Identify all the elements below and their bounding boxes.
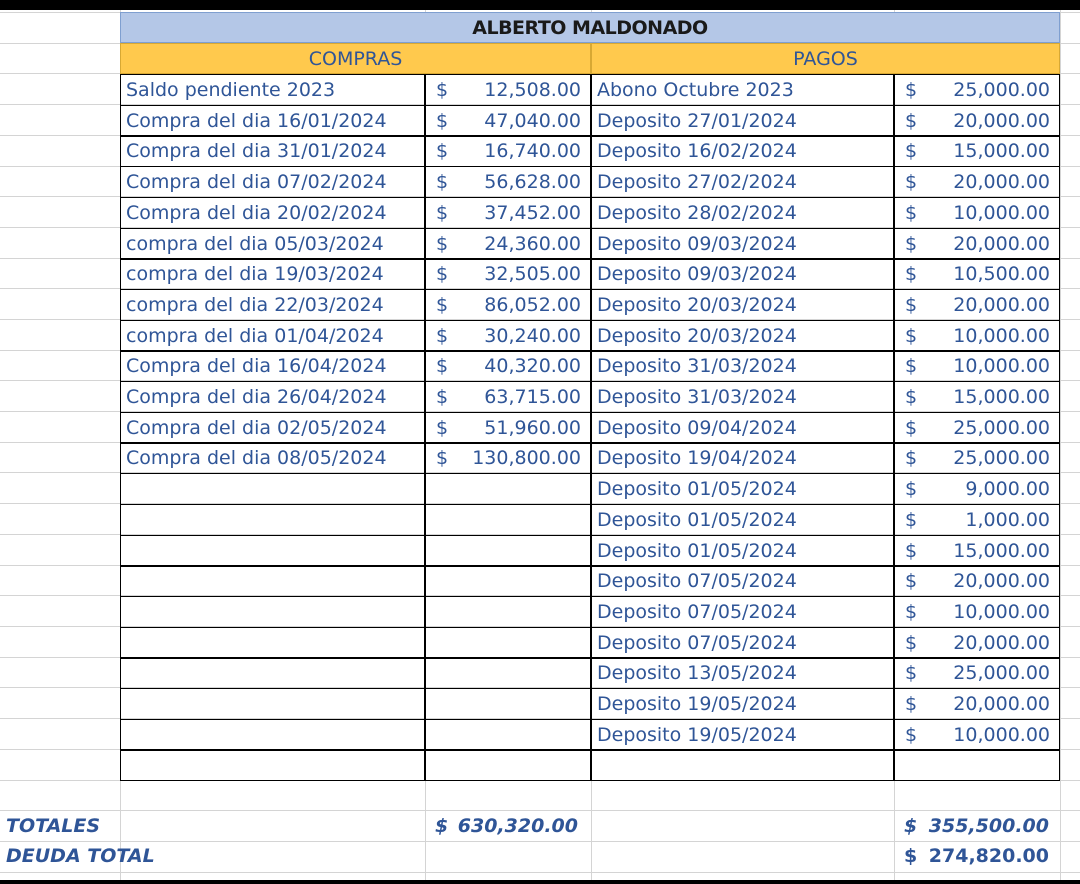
pagos-item-label[interactable]: Deposito 01/05/2024 [591, 535, 894, 567]
currency-symbol: $ [905, 632, 918, 654]
compras-item-label[interactable] [120, 565, 425, 597]
deuda-total-currency: $ [904, 845, 918, 867]
pagos-item-label[interactable]: Deposito 07/05/2024 [591, 627, 894, 659]
amount-value: 9,000.00 [965, 478, 1050, 500]
compras-item-amount[interactable] [425, 627, 591, 659]
pagos-item-label[interactable]: Deposito 19/04/2024 [591, 442, 894, 474]
compras-item-amount[interactable] [425, 105, 591, 137]
pagos-item-amount[interactable] [894, 166, 1060, 198]
compras-item-amount[interactable] [425, 596, 591, 628]
compras-item-amount[interactable] [425, 412, 591, 444]
pagos-item-label[interactable]: Deposito 19/05/2024 [591, 719, 894, 751]
compras-total: 630,320.00 [457, 815, 578, 837]
grid-row-line [0, 841, 1080, 842]
compras-item-label[interactable] [120, 719, 425, 751]
compras-item-amount[interactable] [425, 688, 591, 720]
compras-item-label[interactable] [120, 688, 425, 720]
currency-symbol: $ [436, 202, 449, 224]
amount-value: 10,000.00 [953, 202, 1050, 224]
currency-symbol: $ [905, 140, 918, 162]
pagos-item-amount[interactable] [894, 381, 1060, 413]
compras-item-label[interactable] [120, 473, 425, 505]
currency-symbol: $ [905, 478, 918, 500]
amount-value: 10,000.00 [953, 325, 1050, 347]
compras-item-label[interactable]: Compra del dia 16/01/2024 [120, 105, 425, 137]
compras-item-amount[interactable] [425, 504, 591, 536]
amount-value: 12,508.00 [484, 79, 581, 101]
amount-value: 56,628.00 [484, 171, 581, 193]
pagos-item-amount[interactable] [894, 412, 1060, 444]
amount-value: 51,960.00 [484, 417, 581, 439]
compras-item-label[interactable] [120, 504, 425, 536]
amount-value: 15,000.00 [953, 540, 1050, 562]
pagos-item-amount[interactable] [894, 719, 1060, 751]
pagos-item-label[interactable]: Deposito 20/03/2024 [591, 320, 894, 352]
pagos-item-amount[interactable] [894, 596, 1060, 628]
pagos-item-amount[interactable] [894, 105, 1060, 137]
pagos-item-label[interactable]: Deposito 19/05/2024 [591, 688, 894, 720]
compras-item-label[interactable] [120, 749, 425, 781]
pagos-item-label[interactable]: Deposito 09/04/2024 [591, 412, 894, 444]
pagos-item-label[interactable]: Deposito 01/05/2024 [591, 504, 894, 536]
compras-item-amount[interactable] [425, 381, 591, 413]
amount-value: 86,052.00 [484, 294, 581, 316]
currency-symbol: $ [905, 693, 918, 715]
pagos-item-label[interactable]: Deposito 27/02/2024 [591, 166, 894, 198]
deuda-total: 274,820.00 [928, 845, 1049, 867]
compras-item-label[interactable] [120, 627, 425, 659]
pagos-item-label[interactable]: Deposito 20/03/2024 [591, 289, 894, 321]
amount-value: 16,740.00 [484, 140, 581, 162]
amount-value: 10,000.00 [953, 601, 1050, 623]
pagos-item-amount[interactable] [894, 197, 1060, 229]
currency-symbol: $ [436, 355, 449, 377]
amount-value: 37,452.00 [484, 202, 581, 224]
pagos-item-label[interactable]: Deposito 28/02/2024 [591, 197, 894, 229]
currency-symbol: $ [905, 570, 918, 592]
compras-item-amount[interactable] [425, 135, 591, 167]
pagos-item-amount[interactable] [894, 289, 1060, 321]
pagos-item-amount[interactable] [894, 442, 1060, 474]
pagos-item-amount[interactable] [894, 565, 1060, 597]
currency-symbol: $ [905, 417, 918, 439]
currency-symbol: $ [905, 171, 918, 193]
amount-value: 20,000.00 [953, 570, 1050, 592]
currency-symbol: $ [905, 662, 918, 684]
pagos-item-amount[interactable] [894, 74, 1060, 106]
currency-symbol: $ [905, 724, 918, 746]
pagos-item-amount[interactable] [894, 657, 1060, 689]
amount-value: 1,000.00 [965, 509, 1050, 531]
currency-symbol: $ [436, 171, 449, 193]
currency-symbol: $ [436, 263, 449, 285]
currency-symbol: $ [905, 79, 918, 101]
currency-symbol: $ [436, 447, 449, 469]
totales-label: TOTALES [6, 815, 101, 837]
amount-value: 10,000.00 [953, 724, 1050, 746]
amount-value: 47,040.00 [484, 110, 581, 132]
compras-item-label[interactable]: Compra del dia 08/05/2024 [120, 442, 425, 474]
compras-total-currency: $ [435, 815, 449, 837]
pagos-item-label[interactable]: Deposito 31/03/2024 [591, 350, 894, 382]
currency-symbol: $ [436, 79, 449, 101]
pagos-item-label[interactable]: Deposito 31/03/2024 [591, 381, 894, 413]
pagos-item-amount[interactable] [894, 535, 1060, 567]
compras-item-amount[interactable] [425, 228, 591, 260]
amount-value: 25,000.00 [953, 417, 1050, 439]
compras-item-label[interactable]: compra del dia 22/03/2024 [120, 289, 425, 321]
compras-item-amount[interactable] [425, 320, 591, 352]
pagos-item-amount[interactable] [894, 320, 1060, 352]
amount-value: 25,000.00 [953, 662, 1050, 684]
amount-value: 40,320.00 [484, 355, 581, 377]
pagos-header: PAGOS [591, 43, 1060, 74]
pagos-item-label[interactable]: Deposito 01/05/2024 [591, 473, 894, 505]
amount-value: 130,800.00 [472, 447, 581, 469]
pagos-item-label[interactable]: Abono Octubre 2023 [591, 74, 894, 106]
compras-item-amount[interactable] [425, 719, 591, 751]
compras-item-label[interactable]: Compra del dia 16/04/2024 [120, 350, 425, 382]
pagos-item-amount[interactable] [894, 228, 1060, 260]
pagos-item-amount[interactable] [894, 504, 1060, 536]
pagos-item-label[interactable]: Deposito 09/03/2024 [591, 258, 894, 290]
compras-item-amount[interactable] [425, 565, 591, 597]
compras-item-amount[interactable] [425, 289, 591, 321]
pagos-item-label[interactable]: Deposito 09/03/2024 [591, 228, 894, 260]
compras-item-amount[interactable] [425, 74, 591, 106]
compras-item-amount[interactable] [425, 166, 591, 198]
amount-value: 20,000.00 [953, 233, 1050, 255]
amount-value: 20,000.00 [953, 693, 1050, 715]
currency-symbol: $ [436, 325, 449, 347]
currency-symbol: $ [905, 355, 918, 377]
currency-symbol: $ [436, 233, 449, 255]
currency-symbol: $ [905, 202, 918, 224]
pagos-item-amount[interactable] [894, 258, 1060, 290]
sheet-title: ALBERTO MALDONADO [120, 12, 1060, 43]
amount-value: 20,000.00 [953, 294, 1050, 316]
amount-value: 20,000.00 [953, 171, 1050, 193]
compras-item-amount[interactable] [425, 535, 591, 567]
currency-symbol: $ [905, 447, 918, 469]
grid-row-line [0, 872, 1080, 873]
currency-symbol: $ [436, 140, 449, 162]
currency-symbol: $ [436, 110, 449, 132]
currency-symbol: $ [905, 263, 918, 285]
compras-item-amount[interactable] [425, 258, 591, 290]
compras-item-label[interactable]: Compra del dia 20/02/2024 [120, 197, 425, 229]
currency-symbol: $ [905, 233, 918, 255]
pagos-item-label[interactable] [591, 749, 894, 781]
compras-item-label[interactable]: compra del dia 01/04/2024 [120, 320, 425, 352]
amount-value: 32,505.00 [484, 263, 581, 285]
window-bottom-edge [0, 880, 1080, 884]
compras-item-amount[interactable] [425, 749, 591, 781]
currency-symbol: $ [905, 294, 918, 316]
compras-item-amount[interactable] [425, 657, 591, 689]
amount-value: 10,000.00 [953, 355, 1050, 377]
pagos-item-label[interactable]: Deposito 07/05/2024 [591, 565, 894, 597]
amount-value: 15,000.00 [953, 140, 1050, 162]
pagos-item-amount[interactable] [894, 749, 1060, 781]
compras-header: COMPRAS [120, 43, 591, 74]
currency-symbol: $ [436, 294, 449, 316]
compras-item-amount[interactable] [425, 197, 591, 229]
pagos-item-amount[interactable] [894, 350, 1060, 382]
compras-item-label[interactable]: Compra del dia 07/02/2024 [120, 166, 425, 198]
amount-value: 10,500.00 [953, 263, 1050, 285]
amount-value: 20,000.00 [953, 110, 1050, 132]
amount-value: 15,000.00 [953, 386, 1050, 408]
pagos-item-label[interactable]: Deposito 07/05/2024 [591, 596, 894, 628]
currency-symbol: $ [905, 509, 918, 531]
pagos-item-amount[interactable] [894, 135, 1060, 167]
currency-symbol: $ [905, 540, 918, 562]
compras-item-label[interactable]: compra del dia 19/03/2024 [120, 258, 425, 290]
compras-item-amount[interactable] [425, 473, 591, 505]
pagos-item-label[interactable]: Deposito 13/05/2024 [591, 657, 894, 689]
currency-symbol: $ [436, 417, 449, 439]
amount-value: 24,360.00 [484, 233, 581, 255]
pagos-total-currency: $ [904, 815, 918, 837]
pagos-item-amount[interactable] [894, 627, 1060, 659]
pagos-item-label[interactable]: Deposito 27/01/2024 [591, 105, 894, 137]
amount-value: 20,000.00 [953, 632, 1050, 654]
pagos-item-amount[interactable] [894, 688, 1060, 720]
compras-item-label[interactable]: Saldo pendiente 2023 [120, 74, 425, 106]
amount-value: 25,000.00 [953, 79, 1050, 101]
compras-item-label[interactable]: compra del dia 05/03/2024 [120, 228, 425, 260]
compras-item-label[interactable]: Compra del dia 31/01/2024 [120, 135, 425, 167]
currency-symbol: $ [905, 386, 918, 408]
pagos-total: 355,500.00 [928, 815, 1049, 837]
compras-item-label[interactable] [120, 657, 425, 689]
pagos-item-amount[interactable] [894, 473, 1060, 505]
amount-value: 63,715.00 [484, 386, 581, 408]
compras-item-label[interactable] [120, 596, 425, 628]
amount-value: 25,000.00 [953, 447, 1050, 469]
pagos-item-label[interactable]: Deposito 16/02/2024 [591, 135, 894, 167]
window-top-edge [0, 0, 1080, 10]
deuda-total-label: DEUDA TOTAL [6, 845, 155, 867]
currency-symbol: $ [905, 110, 918, 132]
compras-item-label[interactable]: Compra del dia 02/05/2024 [120, 412, 425, 444]
compras-item-amount[interactable] [425, 442, 591, 474]
currency-symbol: $ [905, 601, 918, 623]
amount-value: 30,240.00 [484, 325, 581, 347]
compras-item-label[interactable]: Compra del dia 26/04/2024 [120, 381, 425, 413]
compras-item-amount[interactable] [425, 350, 591, 382]
currency-symbol: $ [905, 325, 918, 347]
compras-item-label[interactable] [120, 535, 425, 567]
currency-symbol: $ [436, 386, 449, 408]
